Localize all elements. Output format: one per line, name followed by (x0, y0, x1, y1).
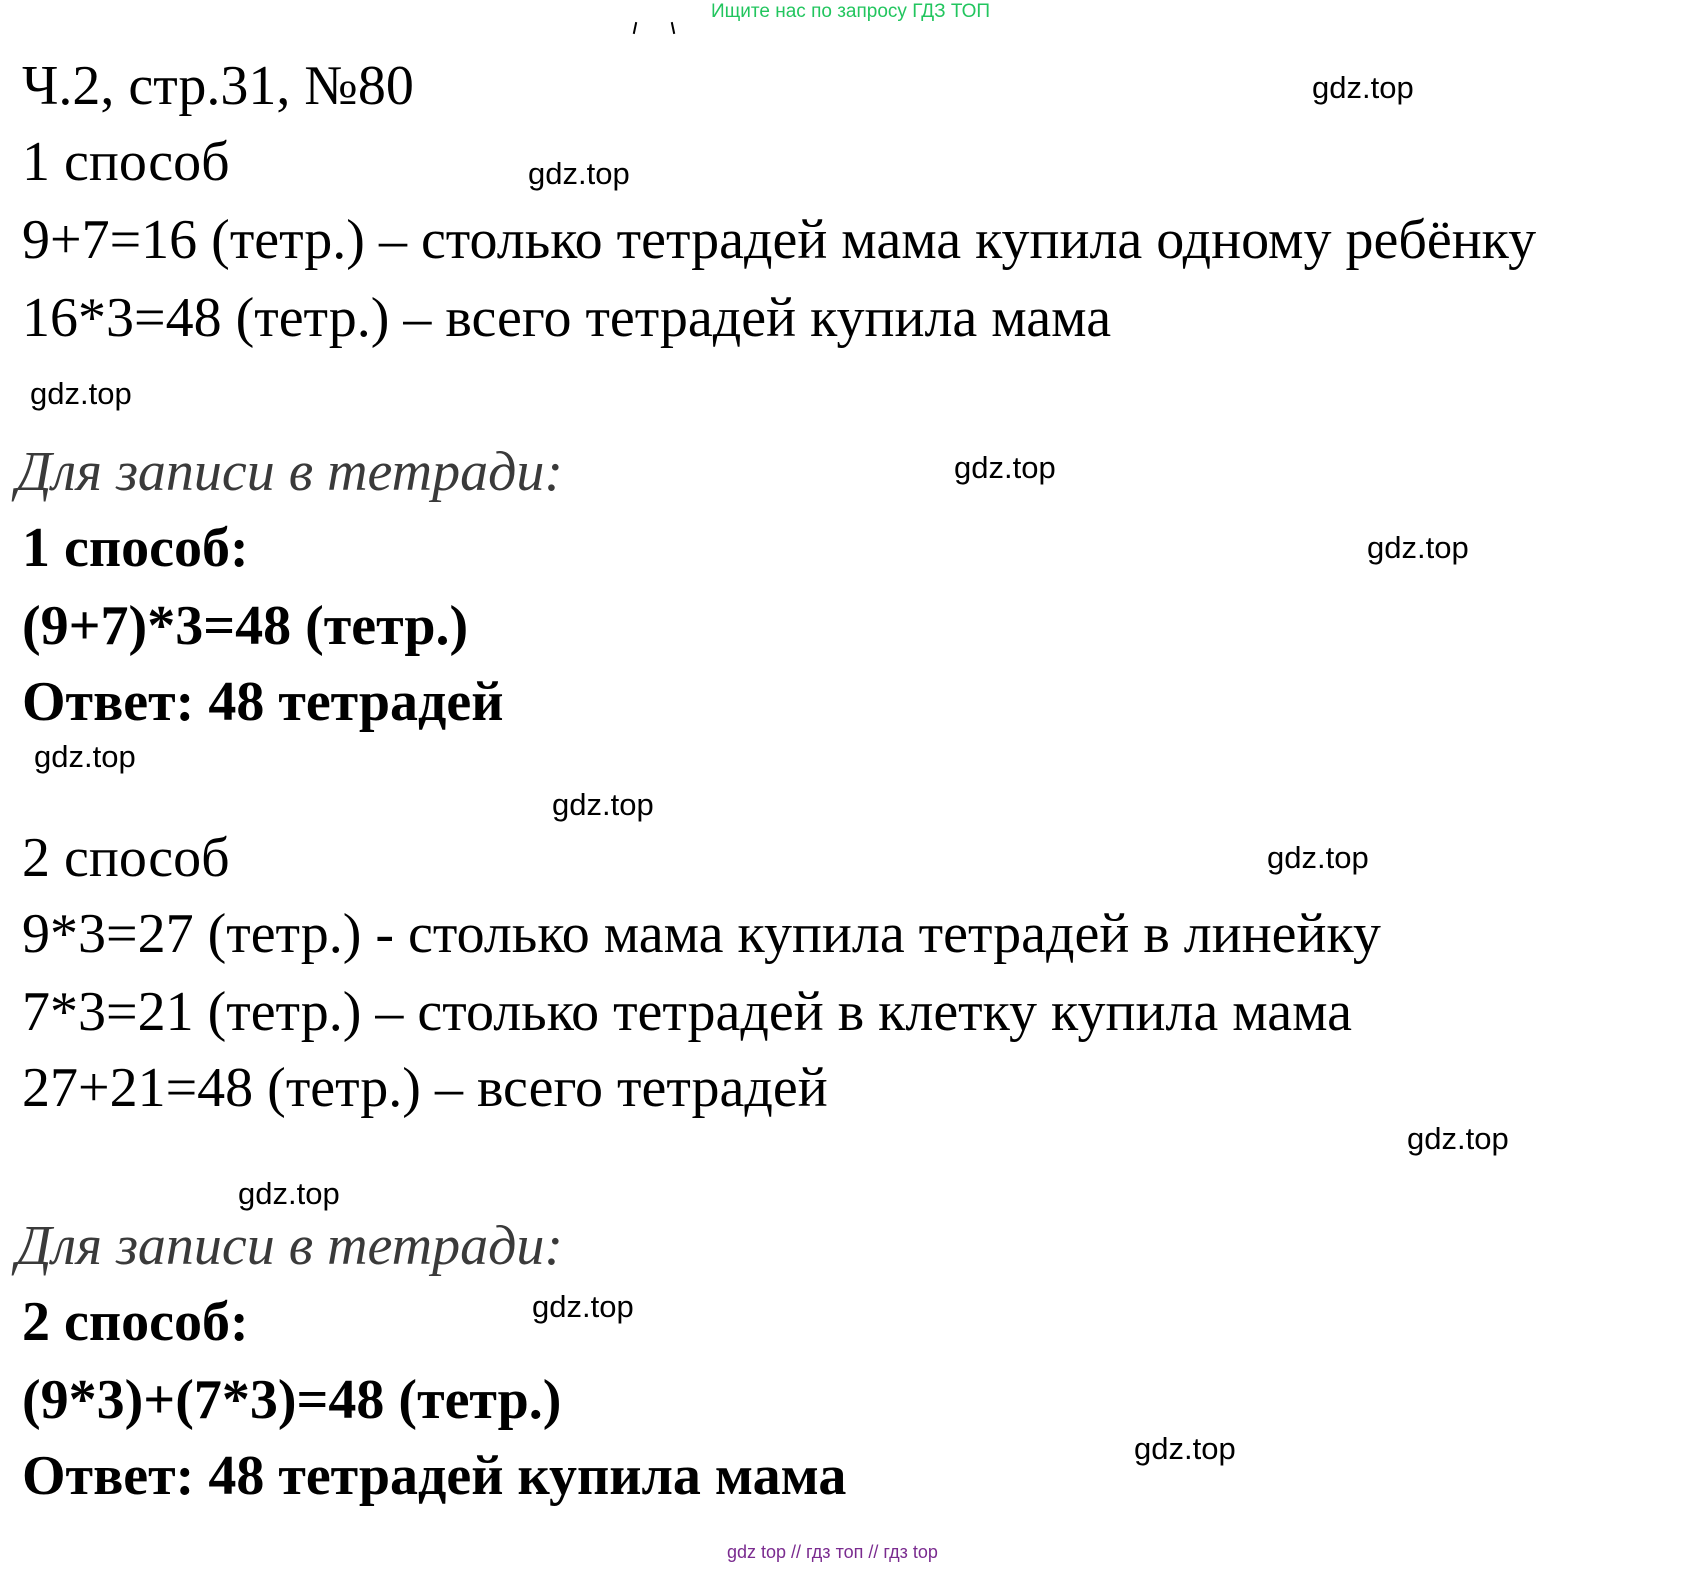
method2-title: 2 способ (22, 827, 230, 889)
tick-mark (671, 22, 675, 34)
watermark: gdz.top (1267, 840, 1369, 875)
method2-line-1: 9*3=27 (тетр.) - столько мама купила тетрадей в линейку (22, 903, 1381, 965)
notebook2-expression: (9*3)+(7*3)=48 (тетр.) (22, 1369, 562, 1431)
method1-line-2: 16*3=48 (тетр.) – всего тетрадей купила мама (22, 287, 1112, 349)
watermark: gdz.top (1407, 1121, 1509, 1156)
notebook2-caption: Для записи в тетради: (16, 1215, 564, 1277)
notebook2-answer: Ответ: 48 тетрадей купила мама (22, 1445, 847, 1507)
top-banner: Ищите нас по запросу ГДЗ ТОП (711, 1, 991, 22)
notebook1-caption: Для записи в тетради: (16, 441, 564, 503)
method2-line-3: 27+21=48 (тетр.) – всего тетрадей (22, 1057, 828, 1119)
watermark: gdz.top (1312, 70, 1414, 105)
watermark: gdz.top (238, 1176, 340, 1211)
notebook1-expression: (9+7)*3=48 (тетр.) (22, 595, 469, 657)
method2-line-2: 7*3=21 (тетр.) – столько тетрадей в клетку купила мама (22, 981, 1353, 1043)
watermark: gdz.top (1367, 530, 1469, 565)
notebook1-title: 1 способ: (22, 517, 249, 579)
method1-title: 1 способ (22, 131, 230, 193)
notebook2-title: 2 способ: (22, 1291, 249, 1353)
watermark: gdz.top (30, 376, 132, 411)
method1-line-1: 9+7=16 (тетр.) – столько тетрадей мама купила одному ребёнку (22, 209, 1537, 271)
footer-watermark: gdz top // гдз топ // гдз top (727, 1542, 938, 1562)
notebook1-answer: Ответ: 48 тетрадей (22, 671, 504, 733)
page-header: Ч.2, стр.31, №80 (22, 55, 414, 117)
watermark: gdz.top (532, 1289, 634, 1324)
watermark: gdz.top (552, 787, 654, 822)
watermark: gdz.top (1134, 1431, 1236, 1466)
watermark: gdz.top (34, 739, 136, 774)
watermark: gdz.top (954, 450, 1056, 485)
tick-mark (633, 22, 637, 34)
watermark: gdz.top (528, 156, 630, 191)
